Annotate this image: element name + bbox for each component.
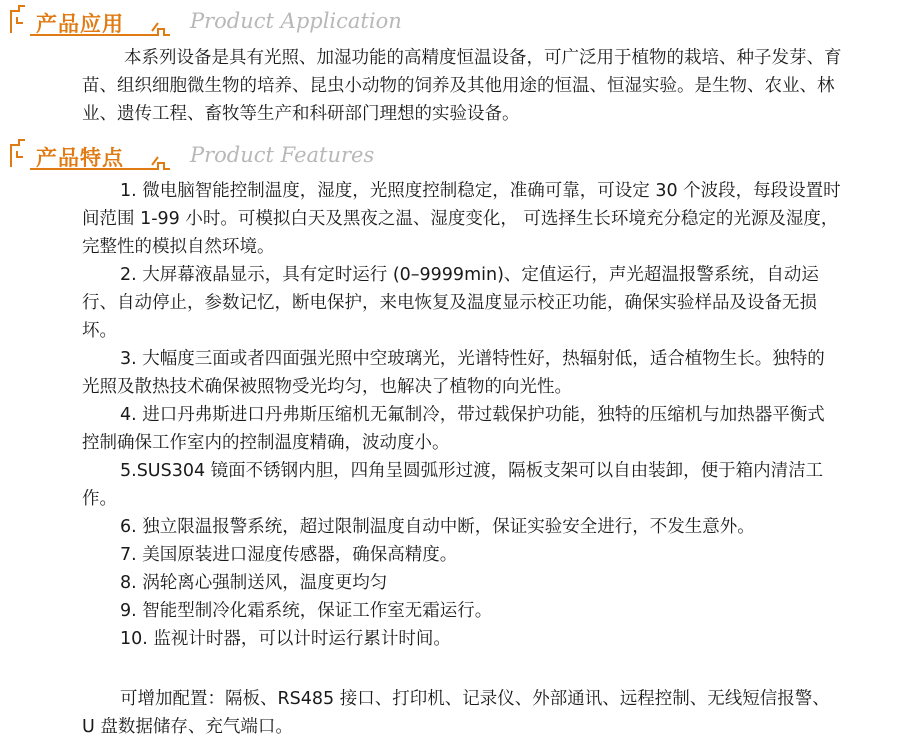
features-list (82, 177, 842, 653)
feature-item-2: 2. 大屏幕液晶显示，具有定时运行 (0–9999min)、定值运行，声光超温报警系统，自动运行、自动停止，参数记忆，断电保护，来电恢复及温度显示校正功能，确保实验样品及设备无损坏。 (82, 265, 819, 341)
feature-item-1: 1. 微电脑智能控制温度，湿度，光照度控制稳定，准确可靠，可设定 30 个波段，每段设置时间范围 1-99 小时。可模拟白天及黑夜之温、湿度变化， 可选择生长环境充分稳定的光源及湿度，完整性的模拟自然环境。 (82, 181, 841, 257)
application-text: 本系列设备是具有光照、加湿功能的高精度恒温设备，可广泛用于植物的栽培、种子发芽、育苗、组织细胞微生物的培养、昆虫小动物的饲养及其他用途的恒温、恒湿实验。是生物、农业、林业、遗传工程、畜牧等生产和科研部门理想的实验设备。 (82, 48, 842, 124)
application-paragraph (82, 44, 842, 128)
feature-item-6: 6. 独立限温报警系统，超过限制温度自动中断，保证实验安全进行，不发生意外。 (120, 517, 755, 537)
features-header (8, 137, 708, 177)
feature-item-5: 5.SUS304 镜面不锈钢内胆，四角呈圆弧形过渡，隔板支架可以自由装卸，便于箱内清洁工作。 (82, 461, 824, 509)
application-title-frame (8, 3, 173, 37)
feature-item-9: 9. 智能型制冷化霜系统，保证工作室无霜运行。 (120, 601, 493, 621)
feature-item-3: 3. 大幅度三面或者四面强光照中空玻璃光，光谱特性好，热辐射低，适合植物生长。独特的光照及散热技术确保被照物受光均匀，也解决了植物的向光性。 (82, 349, 825, 397)
feature-item-8: 8. 涡轮离心强制送风，温度更均匀 (120, 573, 388, 593)
feature-item-10: 10. 监视计时器，可以计时运行累计时间。 (120, 629, 451, 649)
application-cn-title: 产品应用 (36, 12, 124, 36)
application-en-title: Product Application (190, 9, 402, 33)
optional-config (82, 685, 842, 741)
features-title-frame (8, 137, 173, 171)
feature-item-7: 7. 美国原装进口湿度传感器，确保高精度。 (120, 545, 458, 565)
features-en-title: Product Features (190, 143, 375, 167)
features-cn-title: 产品特点 (36, 146, 124, 170)
optional-config-text: 可增加配置：隔板、RS485 接口、打印机、记录仪、外部通讯、远程控制、无线短信报警、U 盘数据储存、充气端口。 (82, 689, 830, 737)
application-header (8, 3, 708, 43)
feature-item-4: 4. 进口丹弗斯进口丹弗斯压缩机无氟制冷，带过载保护功能，独特的压缩机与加热器平衡式控制确保工作室内的控制温度精确，波动度小。 (82, 405, 825, 453)
